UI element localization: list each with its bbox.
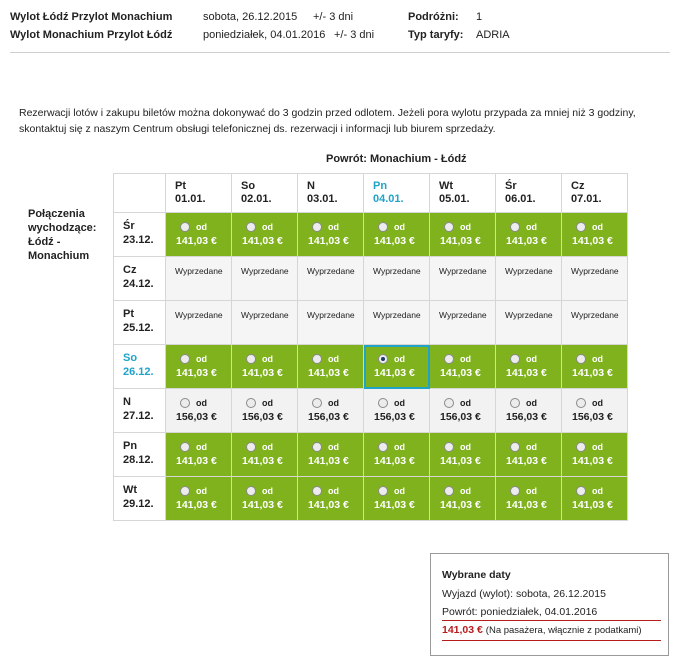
- fare-price: 141,03 €: [374, 367, 415, 379]
- outbound-route: Wylot Łódź Przylot Monachium: [10, 11, 173, 23]
- fare-price: 141,03 €: [242, 235, 283, 247]
- fare-cell[interactable]: [364, 345, 430, 389]
- selected-dates-box: [430, 553, 669, 656]
- from-label: od: [394, 222, 405, 232]
- fare-radio[interactable]: [246, 442, 256, 452]
- from-label: od: [328, 486, 339, 496]
- from-label: od: [460, 486, 471, 496]
- fare-radio[interactable]: [378, 222, 388, 232]
- fare-radio[interactable]: [510, 486, 520, 496]
- fare-price: 141,03 €: [308, 455, 349, 467]
- fare-radio[interactable]: [444, 354, 454, 364]
- fare-cell[interactable]: [496, 477, 562, 521]
- row-day: Pn: [123, 440, 138, 452]
- row-date: 26.12.: [123, 366, 154, 378]
- header-date: 04.01.: [373, 193, 404, 205]
- from-label: od: [262, 222, 273, 232]
- fare-cell[interactable]: [166, 389, 232, 433]
- row-day: Pt: [123, 308, 134, 320]
- fare-price: 141,03 €: [308, 235, 349, 247]
- from-label: od: [526, 398, 537, 408]
- from-label: od: [460, 222, 471, 232]
- row-date: 24.12.: [123, 278, 154, 290]
- outbound-date-header: [114, 345, 166, 389]
- from-label: od: [526, 486, 537, 496]
- fare-cell[interactable]: [430, 433, 496, 477]
- fare-radio[interactable]: [378, 354, 388, 364]
- from-label: od: [526, 354, 537, 364]
- selected-departure: Wyjazd (wylot): sobota, 26.12.2015: [442, 588, 606, 600]
- fare-price: 141,03 €: [572, 455, 613, 467]
- fare-radio[interactable]: [576, 354, 586, 364]
- fare-cell[interactable]: [562, 389, 628, 433]
- return-date-header: [166, 174, 232, 213]
- fare-cell-sold-out: Wyprzedane: [562, 257, 628, 301]
- fare-price: 141,03 €: [506, 235, 547, 247]
- fare-cell[interactable]: [496, 213, 562, 257]
- header-date: 03.01.: [307, 193, 338, 205]
- fare-price: 141,03 €: [506, 499, 547, 511]
- fare-price: 141,03 €: [242, 367, 283, 379]
- fare-radio[interactable]: [312, 354, 322, 364]
- fare-radio[interactable]: [576, 442, 586, 452]
- from-label: od: [592, 398, 603, 408]
- fare-cell-sold-out: Wyprzedane: [232, 257, 298, 301]
- from-label: od: [196, 442, 207, 452]
- from-label: od: [328, 442, 339, 452]
- fare-price: 156,03 €: [176, 411, 217, 423]
- fare-price: 156,03 €: [308, 411, 349, 423]
- outbound-date: sobota, 26.12.2015: [203, 11, 298, 23]
- fare-price: 141,03 €: [374, 499, 415, 511]
- fare-radio[interactable]: [576, 486, 586, 496]
- fare-price: 141,03 €: [308, 367, 349, 379]
- fare-price: 156,03 €: [506, 411, 547, 423]
- fare-price: 141,03 €: [176, 367, 217, 379]
- from-label: od: [262, 354, 273, 364]
- return-date-header: [496, 174, 562, 213]
- fare-price: 141,03 €: [440, 499, 481, 511]
- fare-radio[interactable]: [312, 398, 322, 408]
- fare-cell[interactable]: [562, 477, 628, 521]
- header-day: Wt: [439, 180, 454, 192]
- fare-cell-sold-out: Wyprzedane: [364, 257, 430, 301]
- fare-radio[interactable]: [378, 442, 388, 452]
- selected-return: Powrót: poniedziałek, 04.01.2016: [442, 606, 598, 618]
- fare-cell[interactable]: [364, 389, 430, 433]
- summary-divider: [10, 52, 670, 53]
- outbound-axis-label: Połączenia wychodzące: Łódź - Monachium: [28, 208, 97, 262]
- fare-radio[interactable]: [180, 222, 190, 232]
- grid-title: Powrót: Monachium - Łódź: [326, 153, 467, 165]
- fare-cell-sold-out: Wyprzedane: [232, 301, 298, 345]
- row-day: So: [123, 352, 138, 364]
- fare-price: 141,03 €: [374, 235, 415, 247]
- price-rule-top: [442, 620, 661, 621]
- outbound-flex: +/- 3 dni: [313, 11, 354, 23]
- fare-cell[interactable]: [232, 433, 298, 477]
- outbound-date-header: [114, 477, 166, 521]
- fare-radio[interactable]: [180, 398, 190, 408]
- from-label: od: [592, 486, 603, 496]
- fare-price: 141,03 €: [440, 367, 481, 379]
- fare-radio[interactable]: [444, 398, 454, 408]
- fare-price: 156,03 €: [572, 411, 613, 423]
- from-label: od: [196, 222, 207, 232]
- fare-calendar-grid: [113, 173, 628, 521]
- from-label: od: [196, 398, 207, 408]
- fare-cell[interactable]: [232, 389, 298, 433]
- fare-cell[interactable]: [430, 213, 496, 257]
- fare-radio[interactable]: [576, 398, 586, 408]
- passengers-label: Podróżni:: [408, 11, 459, 23]
- fare-cell[interactable]: [364, 213, 430, 257]
- from-label: od: [394, 398, 405, 408]
- header-day: Pt: [175, 180, 186, 192]
- fare-cell[interactable]: [430, 477, 496, 521]
- fare-cell-sold-out: Wyprzedane: [298, 257, 364, 301]
- fare-cell[interactable]: [166, 477, 232, 521]
- from-label: od: [394, 486, 405, 496]
- from-label: od: [394, 354, 405, 364]
- header-date: 07.01.: [571, 193, 602, 205]
- fare-cell[interactable]: [298, 345, 364, 389]
- fare-cell[interactable]: [430, 345, 496, 389]
- fare-cell[interactable]: [562, 433, 628, 477]
- fare-radio[interactable]: [180, 354, 190, 364]
- fare-cell[interactable]: [496, 345, 562, 389]
- fare-cell[interactable]: [232, 345, 298, 389]
- return-flex: +/- 3 dni: [334, 29, 375, 41]
- fare-price: 141,03 €: [374, 455, 415, 467]
- fare-price: 141,03 €: [242, 455, 283, 467]
- fare-cell[interactable]: [166, 345, 232, 389]
- fare-cell[interactable]: [364, 433, 430, 477]
- fare-radio[interactable]: [510, 398, 520, 408]
- from-label: od: [328, 222, 339, 232]
- total-note: (Na pasażera, włącznie z podatkami): [485, 625, 642, 636]
- from-label: od: [592, 222, 603, 232]
- return-date-header: [298, 174, 364, 213]
- from-label: od: [262, 398, 273, 408]
- from-label: od: [592, 442, 603, 452]
- row-date: 28.12.: [123, 454, 154, 466]
- header-date: 02.01.: [241, 193, 272, 205]
- fare-label: Typ taryfy:: [408, 29, 464, 41]
- fare-cell-sold-out: Wyprzedane: [166, 301, 232, 345]
- fare-price: 141,03 €: [176, 455, 217, 467]
- fare-cell[interactable]: [298, 213, 364, 257]
- header-date: 01.01.: [175, 193, 206, 205]
- fare-price: 141,03 €: [176, 499, 217, 511]
- return-route: Wylot Monachium Przylot Łódź: [10, 29, 173, 41]
- header-date: 05.01.: [439, 193, 470, 205]
- from-label: od: [328, 398, 339, 408]
- fare-cell[interactable]: [298, 433, 364, 477]
- row-date: 25.12.: [123, 322, 154, 334]
- outbound-date-header: [114, 301, 166, 345]
- return-date-header: [232, 174, 298, 213]
- fare-radio[interactable]: [444, 222, 454, 232]
- header-date: 06.01.: [505, 193, 536, 205]
- outbound-date-header: [114, 257, 166, 301]
- from-label: od: [262, 486, 273, 496]
- fare-radio[interactable]: [312, 222, 322, 232]
- return-date: poniedziałek, 04.01.2016: [203, 29, 326, 41]
- fare-price: 141,03 €: [572, 499, 613, 511]
- row-day: Śr: [123, 220, 135, 232]
- fare-cell-sold-out: Wyprzedane: [298, 301, 364, 345]
- return-date-header: [364, 174, 430, 213]
- fare-cell-sold-out: Wyprzedane: [430, 257, 496, 301]
- fare-price: 141,03 €: [440, 235, 481, 247]
- from-label: od: [394, 442, 405, 452]
- fare-radio[interactable]: [378, 486, 388, 496]
- fare-radio[interactable]: [180, 486, 190, 496]
- row-date: 23.12.: [123, 234, 154, 246]
- fare-cell-sold-out: Wyprzedane: [364, 301, 430, 345]
- from-label: od: [196, 354, 207, 364]
- fare-radio[interactable]: [444, 442, 454, 452]
- from-label: od: [526, 222, 537, 232]
- fare-radio[interactable]: [246, 354, 256, 364]
- header-day: Śr: [505, 180, 517, 192]
- row-day: Wt: [123, 484, 138, 496]
- fare-radio[interactable]: [246, 398, 256, 408]
- fare-cell-sold-out: Wyprzedane: [496, 257, 562, 301]
- row-day: Cz: [123, 264, 137, 276]
- fare-price: 141,03 €: [176, 235, 217, 247]
- fare-radio[interactable]: [510, 442, 520, 452]
- fare-radio[interactable]: [246, 486, 256, 496]
- row-date: 27.12.: [123, 410, 154, 422]
- fare-radio[interactable]: [180, 442, 190, 452]
- fare-cell[interactable]: [496, 389, 562, 433]
- fare-cell[interactable]: [298, 477, 364, 521]
- return-date-header: [562, 174, 628, 213]
- from-label: od: [262, 442, 273, 452]
- fare-cell[interactable]: [562, 345, 628, 389]
- fare-radio[interactable]: [378, 398, 388, 408]
- selected-total: [442, 624, 642, 636]
- fare-price: 156,03 €: [440, 411, 481, 423]
- header-day: So: [241, 180, 256, 192]
- fare-radio[interactable]: [444, 486, 454, 496]
- fare-radio[interactable]: [510, 354, 520, 364]
- fare-price: 141,03 €: [506, 455, 547, 467]
- fare-radio[interactable]: [246, 222, 256, 232]
- fare-radio[interactable]: [576, 222, 586, 232]
- fare-cell[interactable]: [364, 477, 430, 521]
- header-day: Pn: [373, 180, 388, 192]
- header-day: N: [307, 180, 315, 192]
- fare-radio[interactable]: [510, 222, 520, 232]
- fare-radio[interactable]: [312, 442, 322, 452]
- outbound-date-header: [114, 389, 166, 433]
- fare-price: 141,03 €: [506, 367, 547, 379]
- fare-cell-sold-out: Wyprzedane: [562, 301, 628, 345]
- selected-dates-title: Wybrane daty: [442, 569, 511, 581]
- return-date-header: [430, 174, 496, 213]
- fare-price: 141,03 €: [308, 499, 349, 511]
- booking-notice: Rezerwacji lotów i zakupu biletów można dokonywać do 3 godzin przed odlotem. Jeżeli pora wylotu przypada za mniej niż 3 godziny, skontaktuj się z naszym Centrum obsługi telefonicznej ds. rezerwacji i informacji lub biurem sprzedaży.: [19, 107, 636, 135]
- fare-price: 156,03 €: [242, 411, 283, 423]
- from-label: od: [460, 398, 471, 408]
- fare-price: 141,03 €: [572, 235, 613, 247]
- fare-cell[interactable]: [298, 389, 364, 433]
- fare-cell-sold-out: Wyprzedane: [496, 301, 562, 345]
- fare-value: ADRIA: [476, 29, 510, 41]
- fare-price: 141,03 €: [572, 367, 613, 379]
- fare-cell[interactable]: [430, 389, 496, 433]
- fare-cell-sold-out: Wyprzedane: [430, 301, 496, 345]
- fare-radio[interactable]: [312, 486, 322, 496]
- row-date: 29.12.: [123, 498, 154, 510]
- from-label: od: [592, 354, 603, 364]
- fare-cell[interactable]: [166, 213, 232, 257]
- passengers-value: 1: [476, 11, 483, 23]
- price-rule-bottom: [442, 640, 661, 641]
- from-label: od: [328, 354, 339, 364]
- from-label: od: [526, 442, 537, 452]
- fare-cell[interactable]: [232, 213, 298, 257]
- fare-cell[interactable]: [232, 477, 298, 521]
- fare-price: 141,03 €: [440, 455, 481, 467]
- from-label: od: [460, 442, 471, 452]
- fare-cell-sold-out: Wyprzedane: [166, 257, 232, 301]
- header-day: Cz: [571, 180, 585, 192]
- from-label: od: [460, 354, 471, 364]
- fare-price: 141,03 €: [242, 499, 283, 511]
- grid-corner: [114, 174, 166, 213]
- row-day: N: [123, 396, 131, 408]
- outbound-date-header: [114, 213, 166, 257]
- outbound-date-header: [114, 433, 166, 477]
- total-price: 141,03 €: [442, 624, 483, 636]
- fare-cell[interactable]: [166, 433, 232, 477]
- fare-price: 156,03 €: [374, 411, 415, 423]
- fare-cell[interactable]: [562, 213, 628, 257]
- fare-cell[interactable]: [496, 433, 562, 477]
- from-label: od: [196, 486, 207, 496]
